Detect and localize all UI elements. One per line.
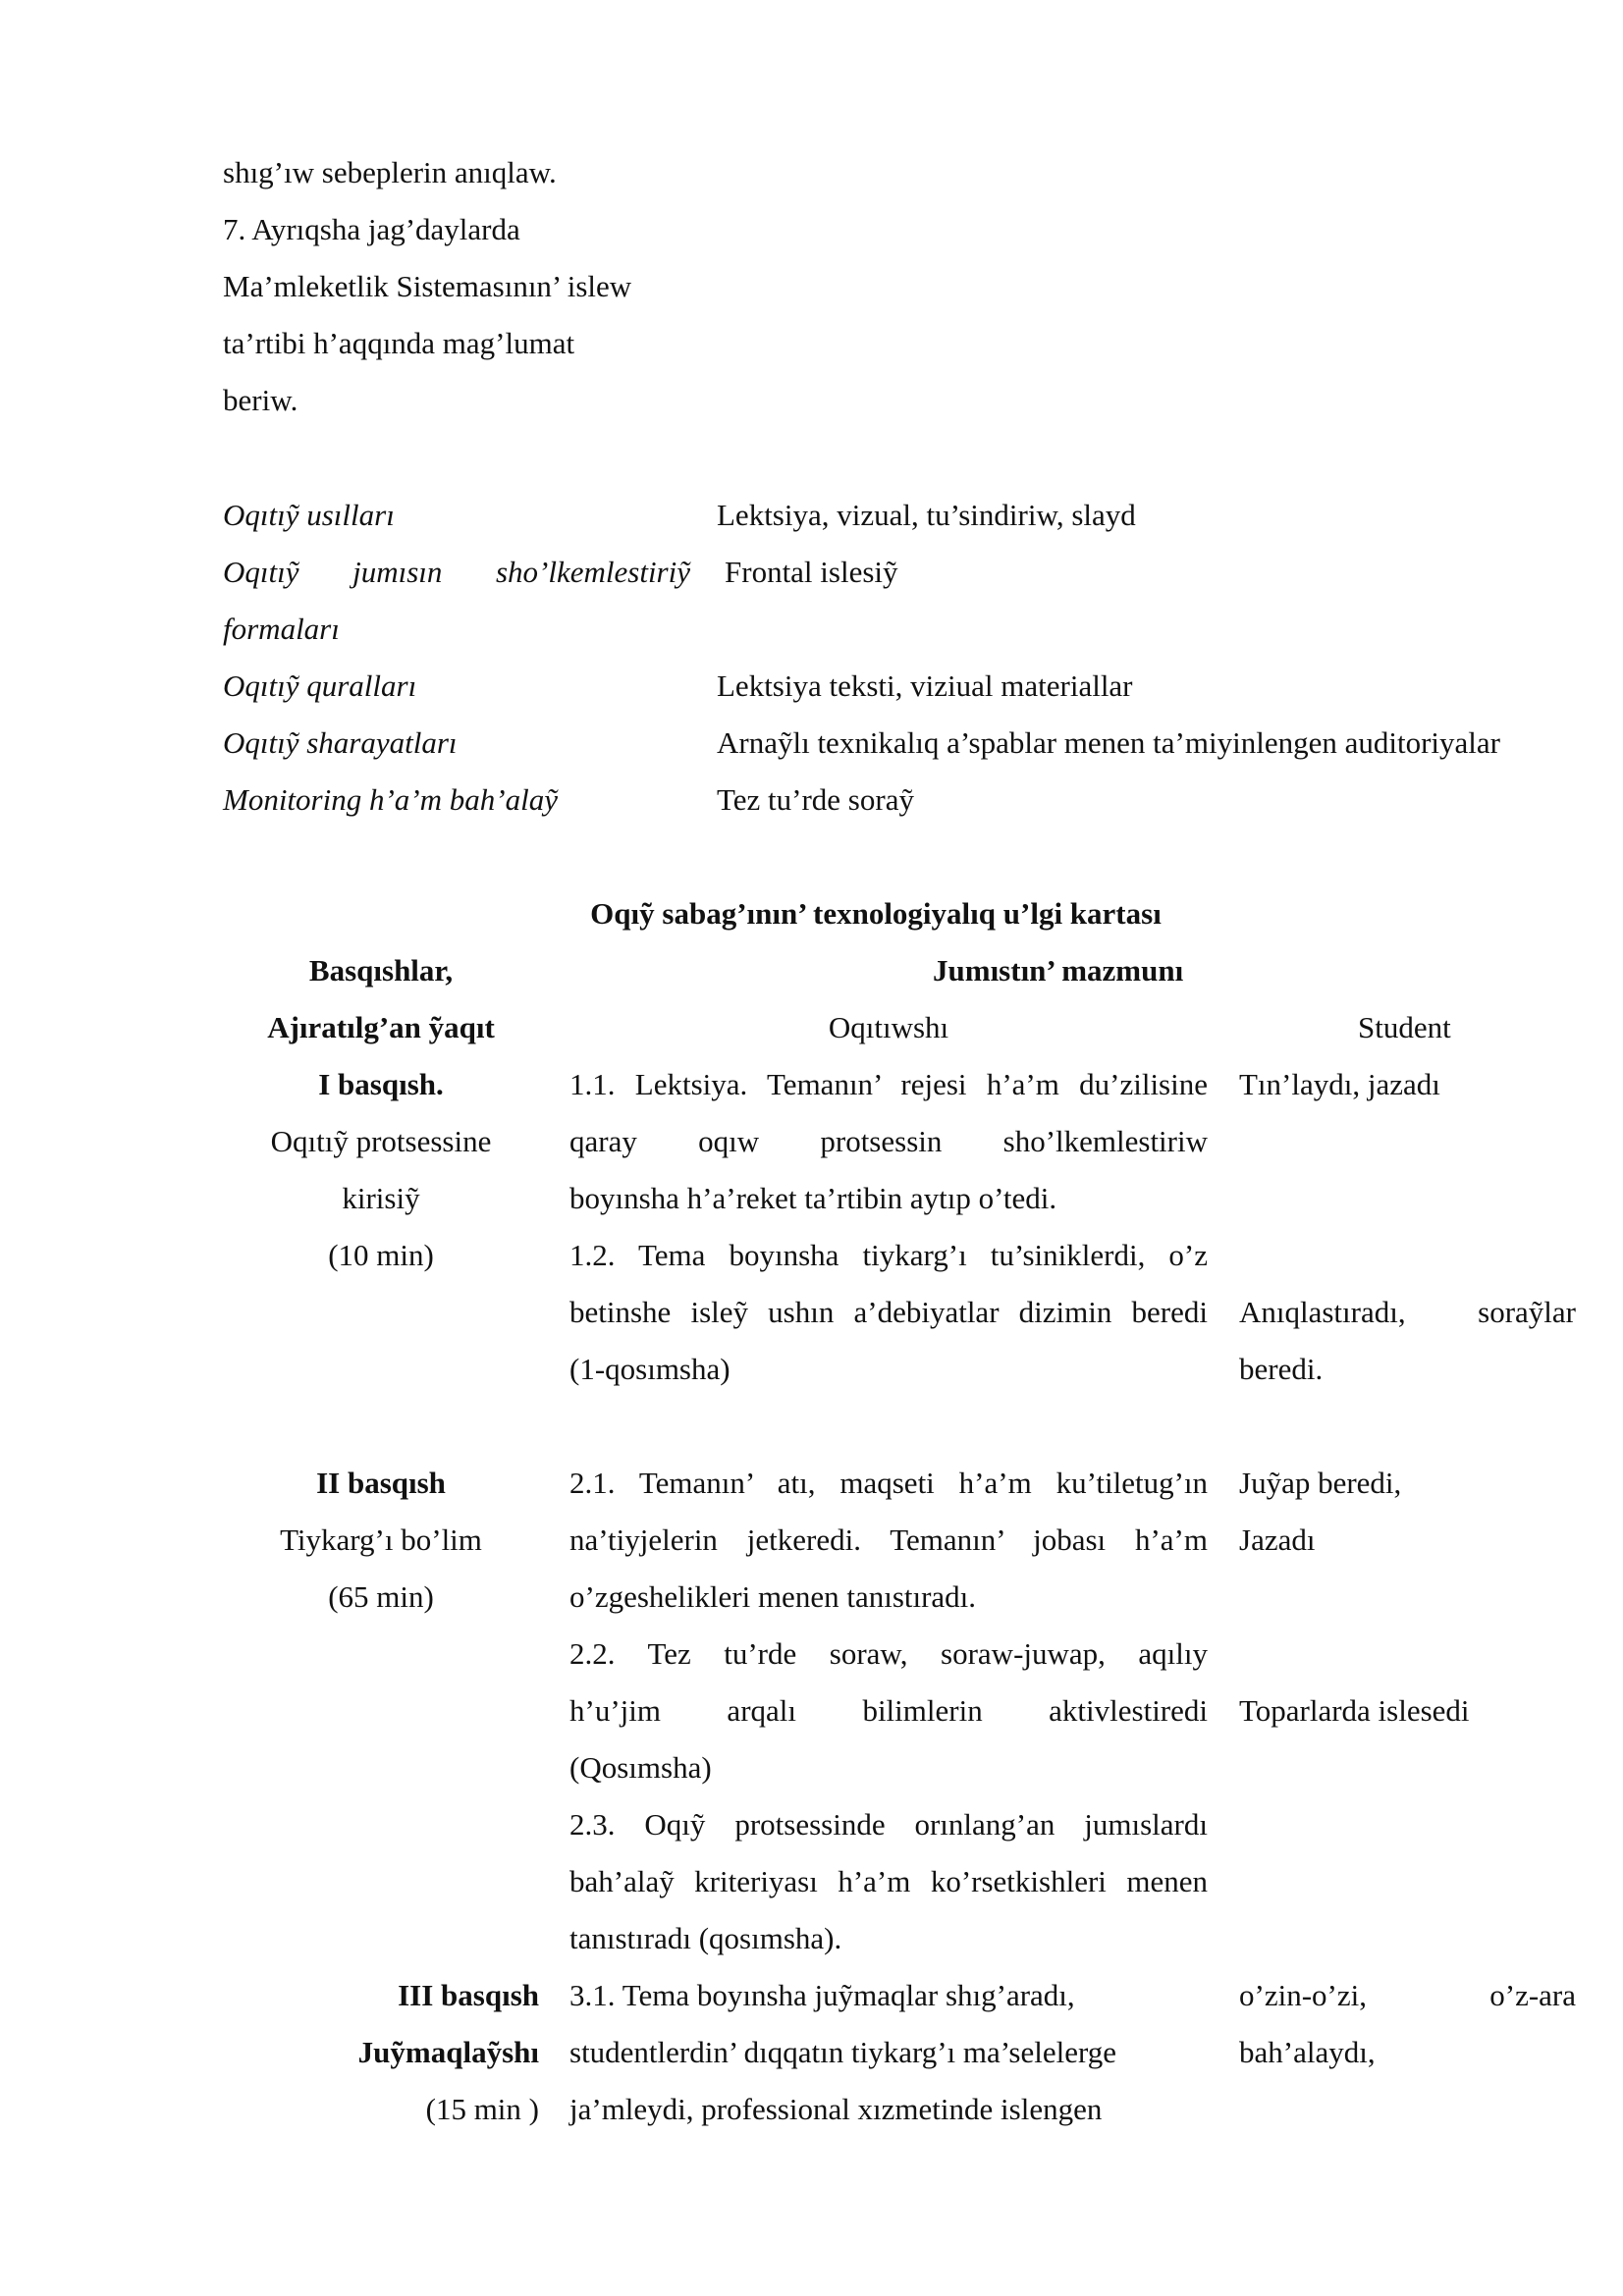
stage-column-header: Ajıratılg’an ỹaqıt: [267, 1010, 495, 1044]
intro-line: shıg’ıw sebeplerin anıqlaw.: [223, 155, 557, 189]
card-title: Oqıỹ sabag’ının’ texnologiyalıq u’lgi kartası: [590, 896, 1162, 931]
teacher-text-line: qaray oqıw protsessin sho’lkemlestiriw: [569, 1124, 1208, 1158]
word: sho’lkemlestiriỹ: [495, 555, 690, 589]
teacher-text-line: 2.1. Temanın’ atı, maqseti h’a’m ku’tiletug’ın: [569, 1466, 1208, 1500]
stage-name: kirisiỹ: [342, 1181, 420, 1215]
teacher-text-line: 1.1. Lektsiya. Temanın’ rejesi h’a’m du’zilisine: [569, 1067, 1208, 1101]
student-text: Anıqlastıradı, soraỹlar: [1239, 1295, 1576, 1329]
teacher-text-line: h’u’jim arqalı bilimlerin aktivlestiredi: [569, 1693, 1208, 1728]
intro-line: ta’rtibi h’aqqında mag’lumat: [223, 326, 575, 360]
methods-label: Monitoring h’a’m bah’alaỹ: [223, 782, 558, 817]
intro-line: beriw.: [223, 383, 298, 417]
stage-name: Tiykarg’ı bo’lim: [280, 1522, 482, 1557]
teacher-text-line: studentlerdin’ dıqqatın tiykarg’ı ma’selelerge: [569, 2035, 1116, 2069]
teacher-text-line: bah’alaỹ kriteriyası h’a’m ko’rsetkishleri menen: [569, 1864, 1208, 1898]
methods-label: Oqıtıỹ sharayatları: [223, 725, 458, 760]
teacher-text-line: 1.2. Tema boyınsha tiykarg’ı tu’siniklerdi, o’z: [569, 1238, 1208, 1272]
student-header: Student: [1358, 1010, 1451, 1044]
teacher-text-line: ja’mleydi, professional xızmetinde islengen: [569, 2092, 1103, 2126]
methods-label: [223, 555, 690, 590]
teacher-text-line: tanıstıradı (qosımsha).: [569, 1921, 842, 1955]
student-text: Juỹap beredi,: [1239, 1466, 1402, 1500]
teacher-text-line: 3.1. Tema boyınsha juỹmaqlar shıg’aradı,: [569, 1978, 1075, 2012]
methods-value: Frontal islesiỹ: [725, 555, 898, 589]
teacher-text-line: 2.2. Tez tu’rde soraw, soraw-juwap, aqılıy: [569, 1636, 1208, 1671]
methods-label: formaları: [223, 612, 340, 646]
stage-time: (15 min ): [425, 2092, 539, 2126]
stage-name: Juỹmaqlaỹshı: [357, 2035, 539, 2069]
stage-title: I basqısh.: [318, 1067, 444, 1101]
stage-column-header: Basqıshlar,: [308, 953, 454, 988]
student-text: bah’alaydı,: [1239, 2035, 1376, 2069]
stage-title: III basqısh: [398, 1978, 539, 2012]
methods-value: Lektsiya, vizual, tu’sindiriw, slayd: [717, 498, 1136, 532]
intro-line: 7. Ayrıqsha jag’daylarda: [223, 212, 520, 246]
methods-label: Oqıtıỹ quralları: [223, 668, 417, 703]
stage-time: (65 min): [328, 1579, 434, 1614]
methods-value: Arnaỹlı texnikalıq a’spablar menen ta’miyinlengen auditoriyalar: [717, 725, 1500, 760]
teacher-header: Oqıtıwshı: [828, 1010, 949, 1044]
student-text: Tın’laydı, jazadı: [1239, 1067, 1440, 1101]
content-header: Jumıstın’ mazmunı: [933, 953, 1184, 988]
teacher-text-line: (Qosımsha): [569, 1750, 712, 1785]
student-text: beredi.: [1239, 1352, 1324, 1386]
methods-value: Tez tu’rde soraỹ: [717, 782, 914, 817]
word: jumısın: [352, 555, 443, 589]
intro-line: Ma’mleketlik Sistemasının’ islew: [223, 269, 632, 303]
teacher-text-line: na’tiyjelerin jetkeredi. Temanın’ jobası h’a’m: [569, 1522, 1208, 1557]
methods-label: Oqıtıỹ usılları: [223, 498, 395, 532]
stage-name: Oqıtıỹ protsessine: [270, 1124, 492, 1158]
methods-value: Lektsiya teksti, viziual materiallar: [717, 668, 1133, 703]
teacher-text-line: betinshe isleỹ ushın a’debiyatlar dizimin beredi: [569, 1295, 1208, 1329]
student-text: o’zin-o’zi, o’z-ara: [1239, 1978, 1576, 2012]
word: Oqıtıỹ: [223, 555, 299, 589]
teacher-text-line: o’zgeshelikleri menen tanıstıradı.: [569, 1579, 977, 1614]
teacher-text-line: 2.3. Oqıỹ protsessinde orınlang’an jumıslardı: [569, 1807, 1208, 1842]
student-text: Jazadı: [1239, 1522, 1316, 1557]
stage-time: (10 min): [328, 1238, 434, 1272]
teacher-text-line: boyınsha h’a’reket ta’rtibin aytıp o’tedi.: [569, 1181, 1057, 1215]
stage-title: II basqısh: [316, 1466, 446, 1500]
student-text: Toparlarda islesedi: [1239, 1693, 1470, 1728]
teacher-text-line: (1-qosımsha): [569, 1352, 730, 1386]
